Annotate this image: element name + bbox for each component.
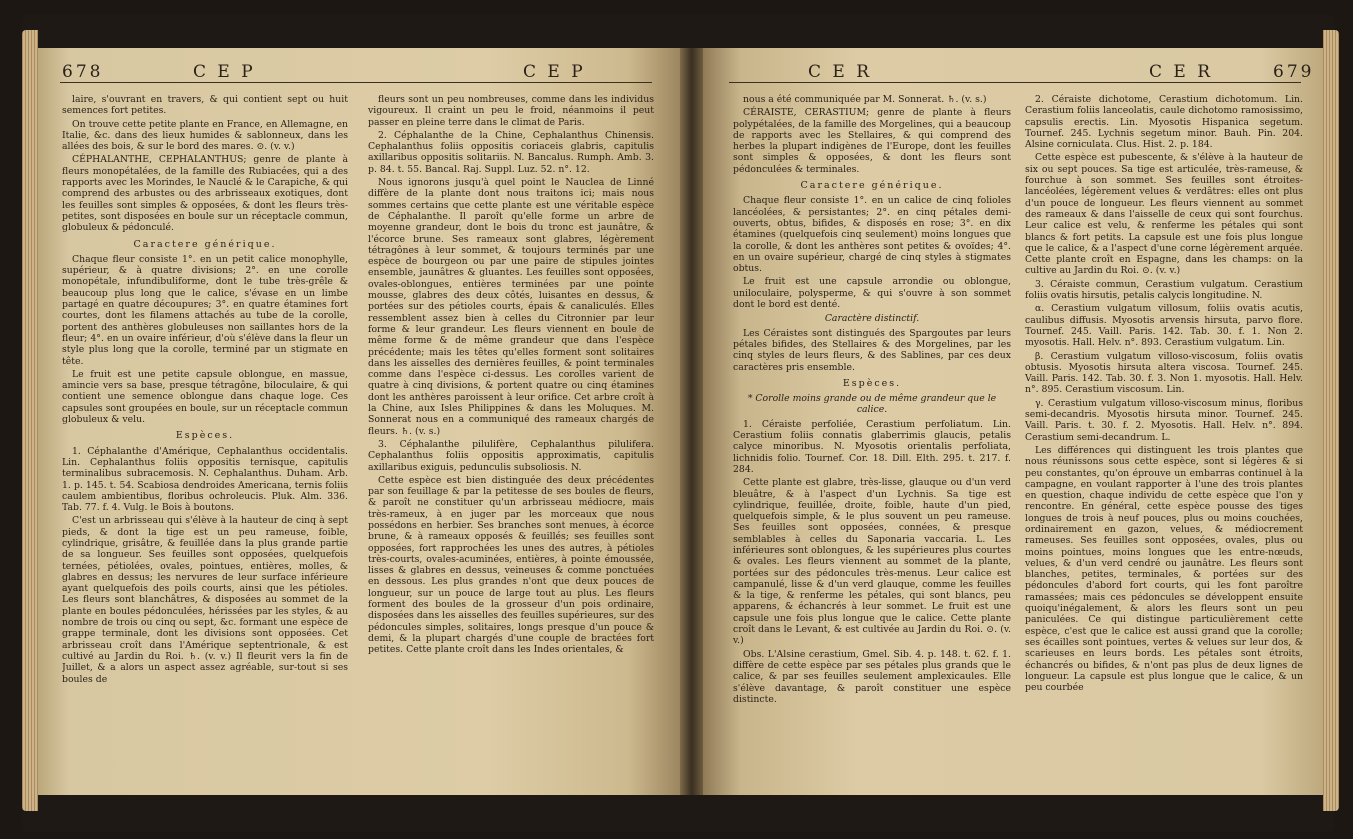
page-number: 678	[62, 62, 104, 82]
running-head: C E R	[808, 62, 873, 82]
paragraph: Espèces.	[842, 377, 902, 389]
paragraph: α. Cerastium vulgatum villosum, foliis ovatis acutis, caulibus diffusis. Myosotis arvensis hirsuta, parvo flore. Tournef. 245. Vaill. Paris. 142. Tab. 30. f. 1. Non 2. myosotis. Hall. Helv. n°. 893. Cerastium vulgatum. Lin.	[1025, 303, 1303, 349]
paragraph: 3. Céphalanthe pilulifère, Cephalanthus pilulifera. Cephalanthus foliis oppositis approximatis, capitulis axillaribus exiguis, pedunculis subsoliosis. N.	[368, 438, 654, 473]
left-page	[38, 48, 680, 795]
page-edges-right	[1323, 30, 1339, 811]
page-edges-left	[22, 30, 38, 811]
paragraph: * Corolle moins grande ou de même grandeur que le calice.	[747, 393, 997, 416]
paragraph: CÉRAISTE, CERASTIUM; genre de plante à fleurs polypétalées, de la famille des Morgelines, qui a beaucoup de rapports avec les Stellaires, & qui comprend des herbes la plupart indigènes de l'Europe, dont les feuilles sont simples & opposées, & dont les fleurs sont pédonculées & terminales.	[733, 107, 1011, 175]
paragraph: Les différences qui distinguent les trois plantes que nous réunissons sous cette espèce, sont si légères & si peu constantes, qu'on éprouve un embarras continuel à la campagne, en voulant rapporter à l'une des trois plantes en question, chaque individu de cette espèce que l'on y rencontre. En général, cette espèce pousse des tiges longues de trois à neuf pouces, plus ou moins couchées, ordinairement en gazon, velues, & médiocrement rameuses. Ses feuilles sont opposées, ovales, plus ou moins pointues, moins longues que les entre-nœuds, velues, & d'un verd cendré ou jaunâtre. Les fleurs sont blanches, petites, terminales, & portées sur des pédoncules d'abord fort courts, qui les font paroître ramassées; mais ces pédoncules se développent ensuite quoiqu'inégalement, & alors les fleurs sont un peu paniculées. Ce qui distingue particulièrement cette espèce, c'est que le calice est aussi grand que la corolle; ses écailles sont pointues, vertes & velues sur leur dos, & scarieuses en leurs bords. Les pétales sont étroits, échancrés ou bifides, & n'ont pas plus de deux lignes de longueur. La capsule est plus longue que le calice, & un peu courbée	[1025, 444, 1303, 694]
running-head: C E P	[193, 62, 256, 82]
paragraph: 2. Céraiste dichotome, Cerastium dichotomum. Lin. Cerastium foliis lanceolatis, caule dichotomo ramosissimo, capsulis erectis. Lin. Myosotis Hispanica segetum. Tournef. 245. Lychnis segetum minor. Bauh. Pin. 204. Alsine corniculata. Clus. Hist. 2. p. 184.	[1025, 94, 1303, 151]
book-gutter	[680, 48, 703, 795]
paragraph: Le fruit est une petite capsule oblongue, en massue, amincie vers sa base, presque tétragône, biloculaire, & qui contient une semence oblongue dans chaque loge. Ces capsules sont groupées en boule, sur un réceptacle commun globuleux & velu.	[62, 368, 348, 426]
paragraph: Cette plante est glabre, très-lisse, glauque ou d'un verd bleuâtre, & à l'aspect d'un Lychnis. Sa tige est cylindrique, feuillée, droite, foible, haute d'un pied, quelquefois simple, & le plus souvent un peu rameuse. Ses feuilles sont opposées, connées, & presque semblables à celles du Saponaria vaccaria. L. Les inférieures sont oblongues, & les supérieures plus courtes & ovales. Les fleurs viennent au sommet de la plante, portées sur des pédoncules très-menus. Leur calice est campanulé, lisse & d'un verd glauque, comme les feuilles & la tige, & renferme les pétales, qui sont blancs, peu apparens, & échancrés à leur sommet. Le fruit est une capsule une fois plus longue que le calice. Cette plante croît dans le Levant, & est cultivée au Jardin du Roi. ⊙. (v. v.)	[733, 477, 1011, 647]
paragraph: nous a été communiquée par M. Sonnerat. ♄. (v. s.)	[743, 94, 987, 105]
paragraph: Chaque fleur consiste 1°. en un petit calice monophylle, supérieur, & à quatre divisions; 2°. en une corolle monopétale, infundibuliforme, dont le tube très-grêle & beaucoup plus long que le calice, s'évase en un limbe partagé en quatre découpures; 3°. en quatre étamines fort courtes, dont les filamens attachés au tube de la corolle, portent des anthères globuleuses non saillantes hors de la fleur; 4°. en un ovaire inférieur, d'où s'élève dans la fleur un style plus long que la corolle, terminé par un stigmate en tête.	[62, 253, 348, 367]
paragraph: Caractere générique.	[800, 180, 944, 192]
paragraph: Cette espèce est bien distinguée des deux précédentes par son feuillage & par la petitesse de ses boules de fleurs, & paroît ne constituer qu'un arbrisseau médiocre, mais très-rameux, à en juger par les morceaux que nous possédons en herbier. Ses branches sont menues, à écorce brune, & à rameaux opposés & feuillés; ses feuilles sont opposées, fort rapprochées les unes des autres, à pétioles très-courts, ovales-acuminées, entières, à pointe émoussée, lisses & glabres en dessus, veineuses & comme ponctuées en dessous. Les plus grandes n'ont que deux pouces de longueur, sur un pouce de large tout au plus. Les fleurs forment des boules de la grosseur d'un pois ordinaire, disposées dans les aisselles des feuilles supérieures, sur des pédoncules simples, solitaires, longs presque d'un pouce & demi, & la plupart chargés d'une couple de bractées fort petites. Cette plante croît dans les Indes orientales, &	[368, 474, 654, 656]
running-head: C E P	[523, 62, 586, 82]
paragraph: γ. Cerastium vulgatum villoso-viscosum minus, floribus semi-decandris. Myosotis hirsuta minor. Tournef. 245. Vaill. Paris. t. 30. f. 2. Myosotis. Hall. Helv. n°. 894. Cerastium semi-decandrum. L.	[1025, 397, 1303, 443]
paragraph: fleurs sont un peu nombreuses, comme dans les individus vigoureux. Il craint un peu le froid, néanmoins il peut passer en pleine terre dans le climat de Paris.	[368, 94, 654, 128]
paragraph: Espèces.	[175, 430, 235, 442]
paragraph: CÉPHALANTHE, CEPHALANTHUS; genre de plante à fleurs monopétalées, de la famille des Rubiacées, qui a des rapports avec les Morindes, le Nauclé & le Carapiche, & qui comprend des arbustes ou des arbrisseaux exotiques, dont les feuilles sont simples & opposées, & dont les fleurs très-petites, sont disposées en boule sur un réceptacle commun, globuleux & pédonculé.	[62, 154, 348, 234]
header-rule	[729, 82, 1301, 83]
paragraph: Cette espèce est pubescente, & s'élève à la hauteur de six ou sept pouces. Sa tige est articulée, très-rameuse, & fourchue à son sommet. Ses feuilles sont étroites-lancéolées, légèrement velues & verdâtres: elles ont plus d'un pouce de longueur. Les fleurs viennent au sommet des rameaux & dans l'aisselle de ceux qui sont fourchus. Leur calice est velu, & renferme les pétales qui sont blancs & fort petits. La capsule est une fois plus longue que le calice, & a l'aspect d'une corne légèrement arquée. Cette plante croît en Espagne, dans les champs: on la cultive au Jardin du Roi. ⊙. (v. v.)	[1025, 152, 1303, 277]
paragraph: Le fruit est une capsule arrondie ou oblongue, uniloculaire, polysperme, & qui s'ouvre à son sommet dont le bord est denté.	[733, 276, 1011, 311]
paragraph: 2. Céphalanthe de la Chine, Cephalanthus Chinensis. Cephalanthus foliis oppositis coriaceis glabris, capitulis axillaribus oppositis solitariis. N. Bancalus. Rumph. Amb. 3. p. 84. t. 55. Bancal. Raj. Suppl. Luz. 52. n°. 12.	[368, 129, 654, 175]
paragraph: Nous ignorons jusqu'à quel point le Nauclea de Linné diffère de la plante dont nous traitons ici; mais nous sommes certains que cette plante est une véritable espèce de Céphalanthe. Il paroît qu'elle forme un arbre de moyenne grandeur, dont le bois du tronc est jaunâtre, & l'écorce brune. Ses rameaux sont glabres, légèrement tétragônes à leur sommet, & toujours terminés par une espèce de bourgeon ou par une paire de stipules jointes ensemble, jaunâtres & gluantes. Les feuilles sont opposées, ovales-oblongues, entières terminées par une pointe mousse, glabres des deux côtés, luisantes en dessus, & portées sur des pétioles courts, épais & canaliculés. Elles ressemblent assez bien à celles du Citronnier par leur forme & leur grandeur. Les fleurs viennent en boule de même forme & de même grandeur que dans l'espèce précédente; mais les têtes qu'elles forment sont solitaires dans les aisselles des dernières feuilles, & point terminales comme dans l'espèce ci-dessus. Les corolles varient de quatre à cinq divisions, & portent quatre ou cinq étamines dont les anthères paroissent à leur orifice. Cet arbre croît à la Chine, aux Isles Philippines & dans les Moluques. M. Sonnerat nous en a communiqué des rameaux chargés de fleurs. ♄. (v. s.)	[368, 177, 654, 437]
text-column	[368, 94, 654, 781]
paragraph: 1. Céraiste perfoliée, Cerastium perfoliatum. Lin. Cerastium foliis connatis glaberrimis glaucis, petalis calyce minoribus. N. Myosotis orientalis perfoliata, lichnidis folio. Tournef. Cor. 18. Dill. Elth. 295. t. 217. f. 284.	[733, 418, 1011, 475]
paragraph: 1. Céphalanthe d'Amérique, Cephalanthus occidentalis. Lin. Cephalanthus foliis oppositis ternisque, capitulis terminalibus subracemosis. N. Cephalanthus. Duham. Arb. 1. p. 145. t. 54. Scabiosa dendroides Americana, ternis foliis caulem ambientibus, floribus ochroleucis. Pluk. Alm. 336. Tab. 77. f. 4. Vulg. le Bois à boutons.	[62, 445, 348, 514]
running-head: C E R	[1149, 62, 1214, 82]
paragraph: β. Cerastium vulgatum villoso-viscosum, foliis ovatis obtusis. Myosotis hirsuta altera viscosa. Tournef. 245. Vaill. Paris. 142. Tab. 30. f. 3. Non 1. myosotis. Hall. Helv. n°. 895. Cerastium viscosum. Lin.	[1025, 350, 1303, 396]
right-page	[703, 48, 1323, 795]
paragraph: laire, s'ouvrant en travers, & qui contient sept ou huit semences fort petites.	[62, 94, 348, 117]
paragraph: C'est un arbrisseau qui s'élève à la hauteur de cinq à sept pieds, & dont la tige est un peu rameuse, foible, cylindrique, grisâtre, & feuillée dans la plus grande partie de sa longueur. Ses feuilles sont opposées, quelquefois ternées, pétiolées, ovales, pointues, entières, molles, & glabres en dessus; les nervures de leur surface inférieure ayant quelquefois des poils courts, ainsi que les pétioles. Les fleurs sont blanchâtres, & disposées au sommet de la plante en boules pédonculées, hérissées par les styles, & au nombre de trois ou cinq ou sept, &c. formant une espèce de grappe terminale, dont les divisions sont opposées. Cet arbrisseau croît dans l'Amérique septentrionale, & est cultivé au Jardin du Roi. ♄. (v. v.) Il fleurit vers la fin de Juillet, & a alors un aspect assez agréable, sur-tout si ses boules de	[62, 515, 348, 685]
paragraph: Caractère distinctif.	[824, 313, 920, 325]
paragraph: On trouve cette petite plante en France, en Allemagne, en Italie, &c. dans des lieux humides & sablonneux, dans les allées des bois, & sur le bord des mares. ⊙. (v. v.)	[62, 118, 348, 153]
text-column	[1025, 94, 1303, 781]
paragraph: Les Céraistes sont distingués des Spargoutes par leurs pétales bifides, des Stellaires & des Morgelines, par les cinq styles de leurs fleurs, & des Sablines, par ces deux caractères pris ensemble.	[733, 327, 1011, 373]
paragraph: Chaque fleur consiste 1°. en un calice de cinq folioles lancéolées, & persistantes; 2°. en cinq pétales demi-ouverts, obtus, bifides, & disposés en rose; 3°. en dix étamines (quelquefois cinq seulement) moins longues que la corolle, & dont les anthères sont petites & ovoïdes; 4°. en un ovaire supérieur, chargé de cinq styles à stigmates obtus.	[733, 195, 1011, 275]
paragraph: Obs. L'Alsine cerastium, Gmel. Sib. 4. p. 148. t. 62. f. 1. diffère de cette espèce par ses pétales plus grands que le calice, & par ses feuilles seulement amplexicaules. Elle s'élève davantage, & paroît constituer une espèce distincte.	[733, 648, 1011, 705]
text-column	[733, 94, 1011, 781]
text-column	[62, 94, 348, 781]
page-number: 679	[1273, 62, 1315, 82]
paragraph: Caractere générique.	[133, 238, 277, 250]
paragraph: 3. Céraiste commun, Cerastium vulgatum. Cerastium foliis ovatis hirsutis, petalis calycis longitudine. N.	[1025, 278, 1303, 302]
header-rule	[60, 82, 652, 83]
